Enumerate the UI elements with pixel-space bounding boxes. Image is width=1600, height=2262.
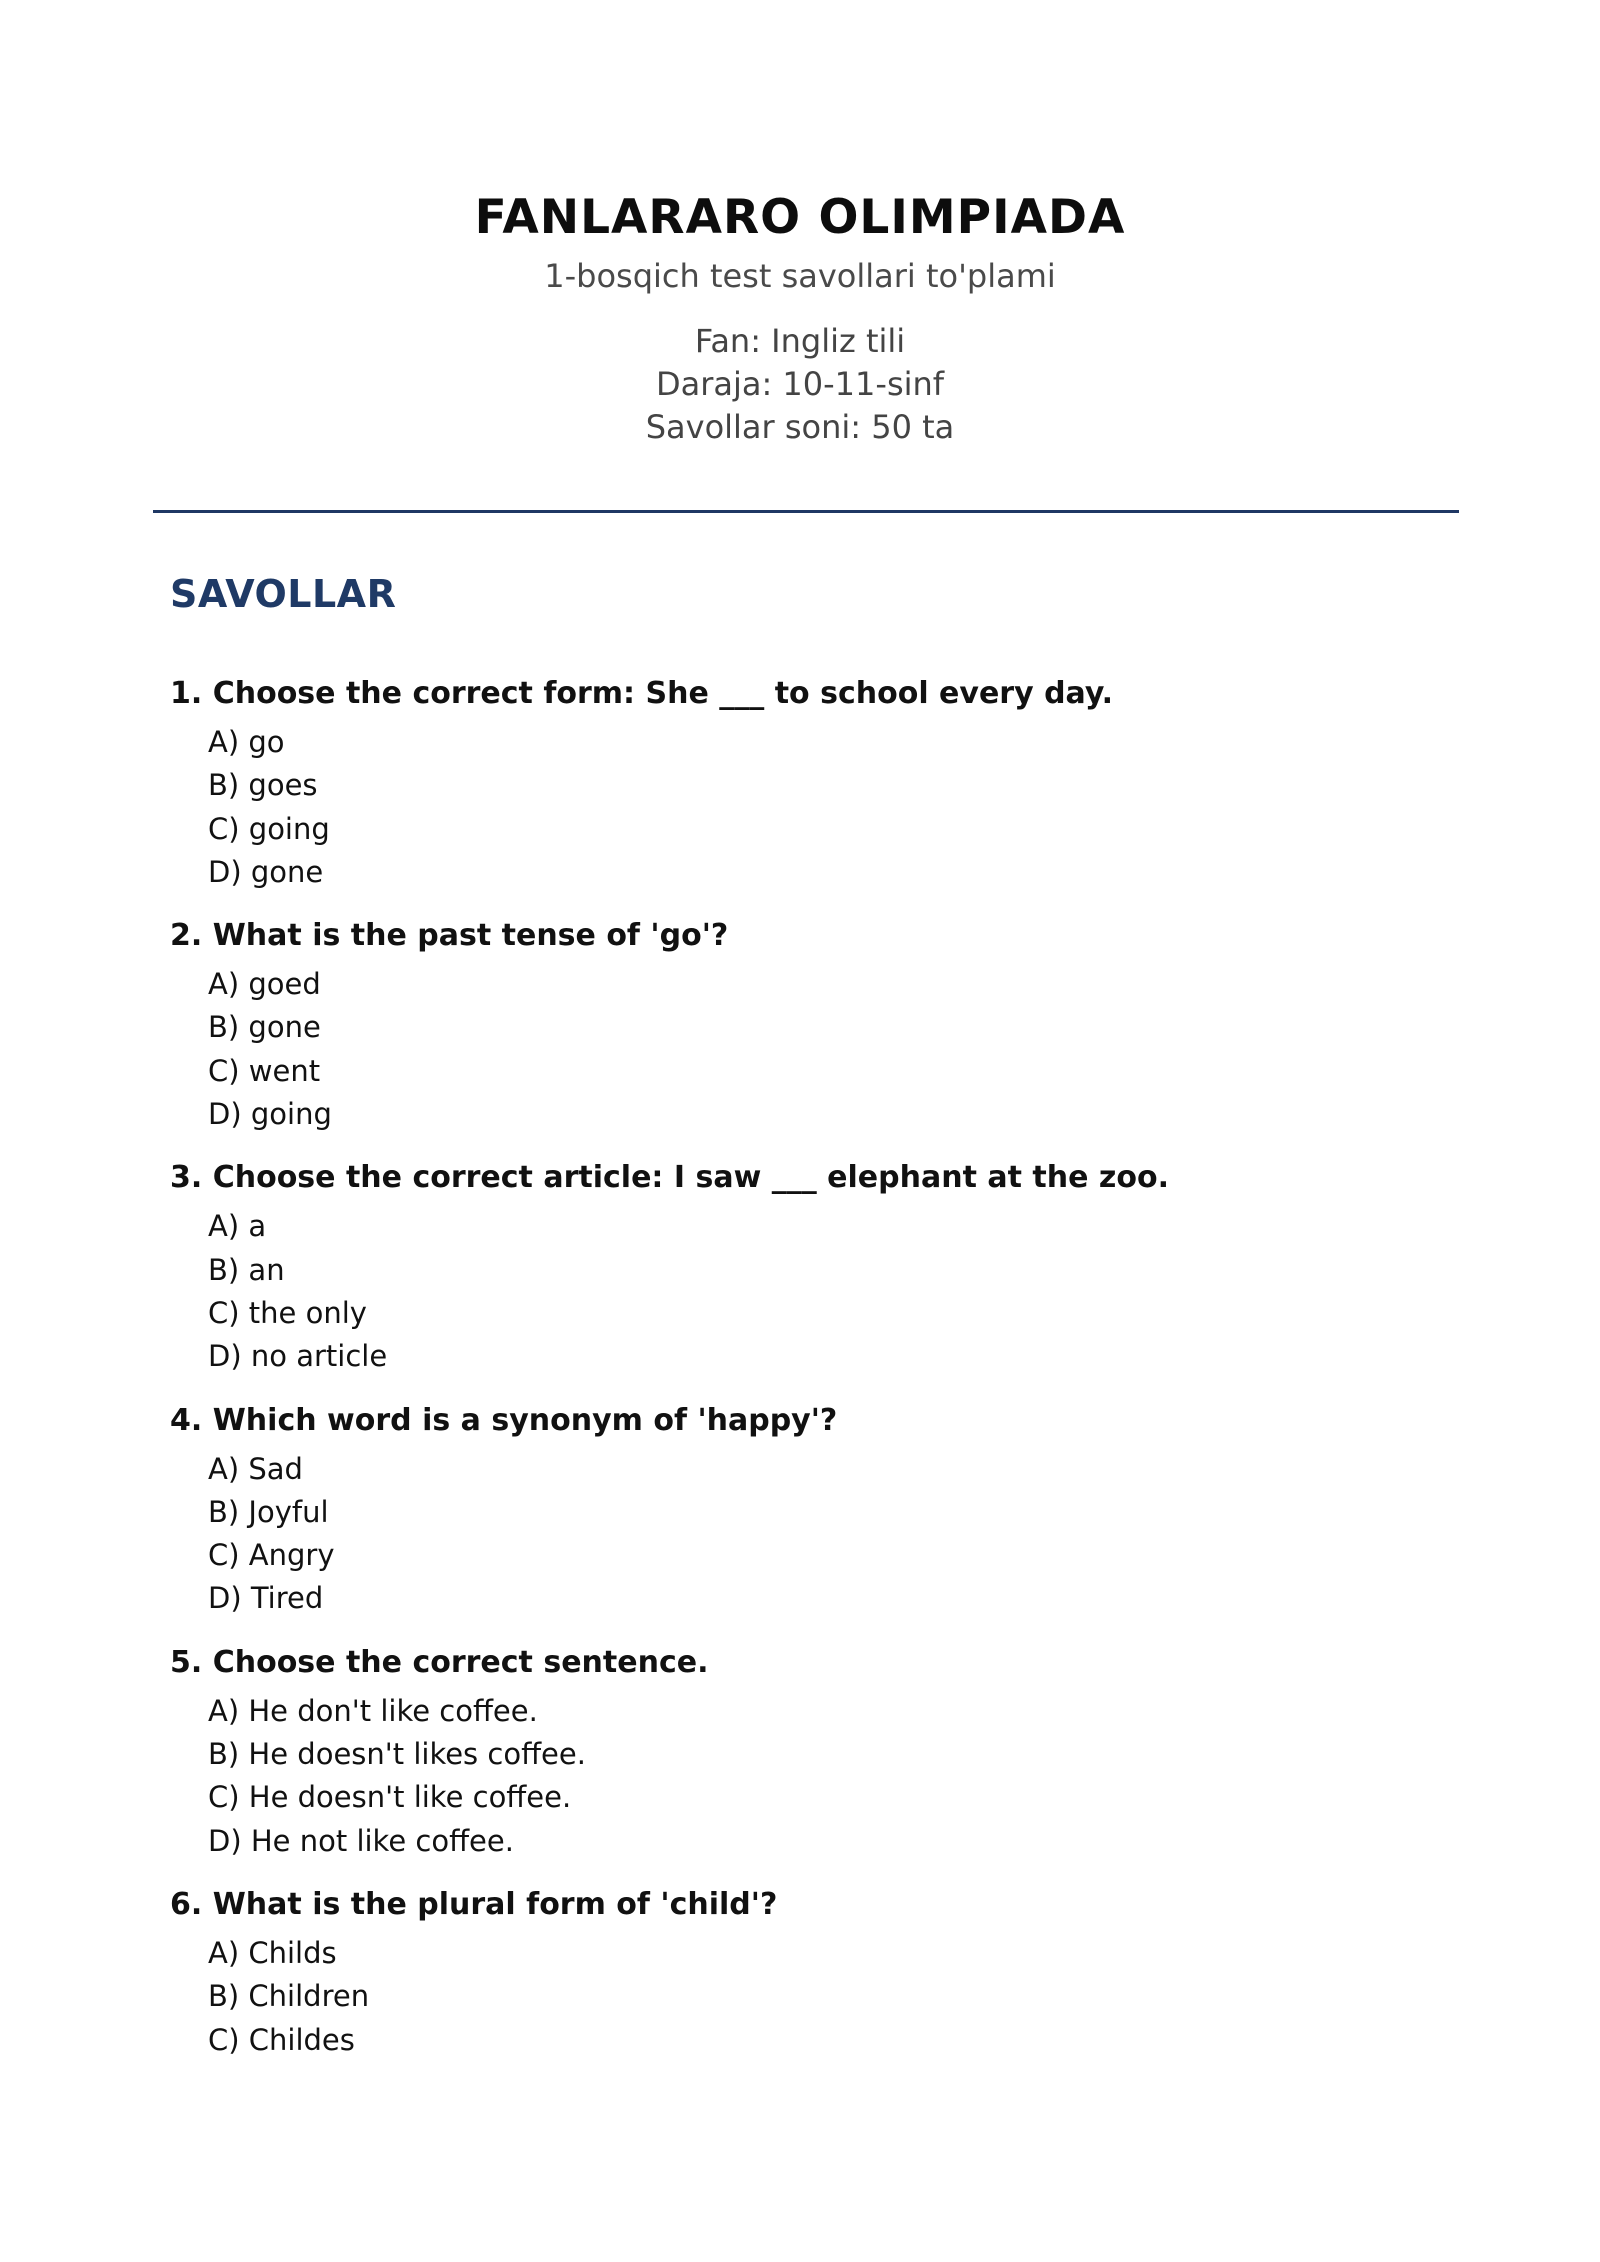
answer-option: D) no article <box>208 1339 388 1374</box>
answer-option: C) the only <box>208 1295 367 1330</box>
header-divider <box>153 510 1459 513</box>
answer-option: D) gone <box>208 854 324 889</box>
answer-option: A) Sad <box>208 1451 303 1486</box>
option-list <box>170 721 1460 894</box>
answer-option: A) He don't like coffee. <box>208 1693 538 1728</box>
section-heading: SAVOLLAR <box>170 572 397 616</box>
question-item <box>170 672 1460 894</box>
document-meta <box>0 320 1600 449</box>
question-item <box>170 1156 1460 1378</box>
answer-option: C) Childes <box>208 2022 355 2057</box>
answer-option: C) He doesn't like coffee. <box>208 1780 572 1815</box>
question-count-line: Savollar soni: 50 ta <box>645 408 955 446</box>
option-list <box>170 1690 1460 1863</box>
subject-line: Fan: Ingliz tili <box>694 322 906 360</box>
document-header <box>0 190 1600 449</box>
answer-option: D) Tired <box>208 1581 324 1616</box>
option-list <box>170 963 1460 1136</box>
question-item <box>170 914 1460 1136</box>
option-list <box>170 1205 1460 1378</box>
level-line: Daraja: 10-11-sinf <box>655 365 945 403</box>
document-title: FANLARARO OLIMPIADA <box>474 190 1126 245</box>
answer-option: C) going <box>208 811 330 846</box>
document-subtitle: 1-bosqich test savollari to'plami <box>544 257 1056 295</box>
answer-option: A) Childs <box>208 1935 337 1970</box>
option-list <box>170 1448 1460 1621</box>
answer-option: B) Joyful <box>208 1494 329 1529</box>
answer-option: B) an <box>208 1252 285 1287</box>
answer-option: C) Angry <box>208 1538 335 1573</box>
answer-option: B) gone <box>208 1010 321 1045</box>
option-list <box>170 1932 1460 2062</box>
answer-option: A) a <box>208 1209 267 1244</box>
question-text: 1. Choose the correct form: She ___ to school every day. <box>170 676 1114 711</box>
question-text: 2. What is the past tense of 'go'? <box>170 918 729 954</box>
question-text: 6. What is the plural form of 'child'? <box>170 1886 778 1922</box>
answer-option: B) goes <box>208 768 318 803</box>
question-list <box>170 672 1460 2082</box>
answer-option: D) going <box>208 1097 332 1132</box>
question-item <box>170 1399 1460 1621</box>
answer-option: A) go <box>208 725 285 759</box>
question-text: 3. Choose the correct article: I saw ___ elephant at the zoo. <box>170 1160 1169 1196</box>
answer-option: D) He not like coffee. <box>208 1823 514 1858</box>
question-item <box>170 1641 1460 1863</box>
answer-option: B) He doesn't likes coffee. <box>208 1737 586 1772</box>
answer-option: C) went <box>208 1053 321 1088</box>
question-text: 4. Which word is a synonym of 'happy'? <box>170 1402 838 1438</box>
question-item <box>170 1883 1460 2062</box>
answer-option: A) goed <box>208 967 321 1002</box>
answer-option: B) Children <box>208 1979 370 2014</box>
question-text: 5. Choose the correct sentence. <box>170 1644 709 1680</box>
